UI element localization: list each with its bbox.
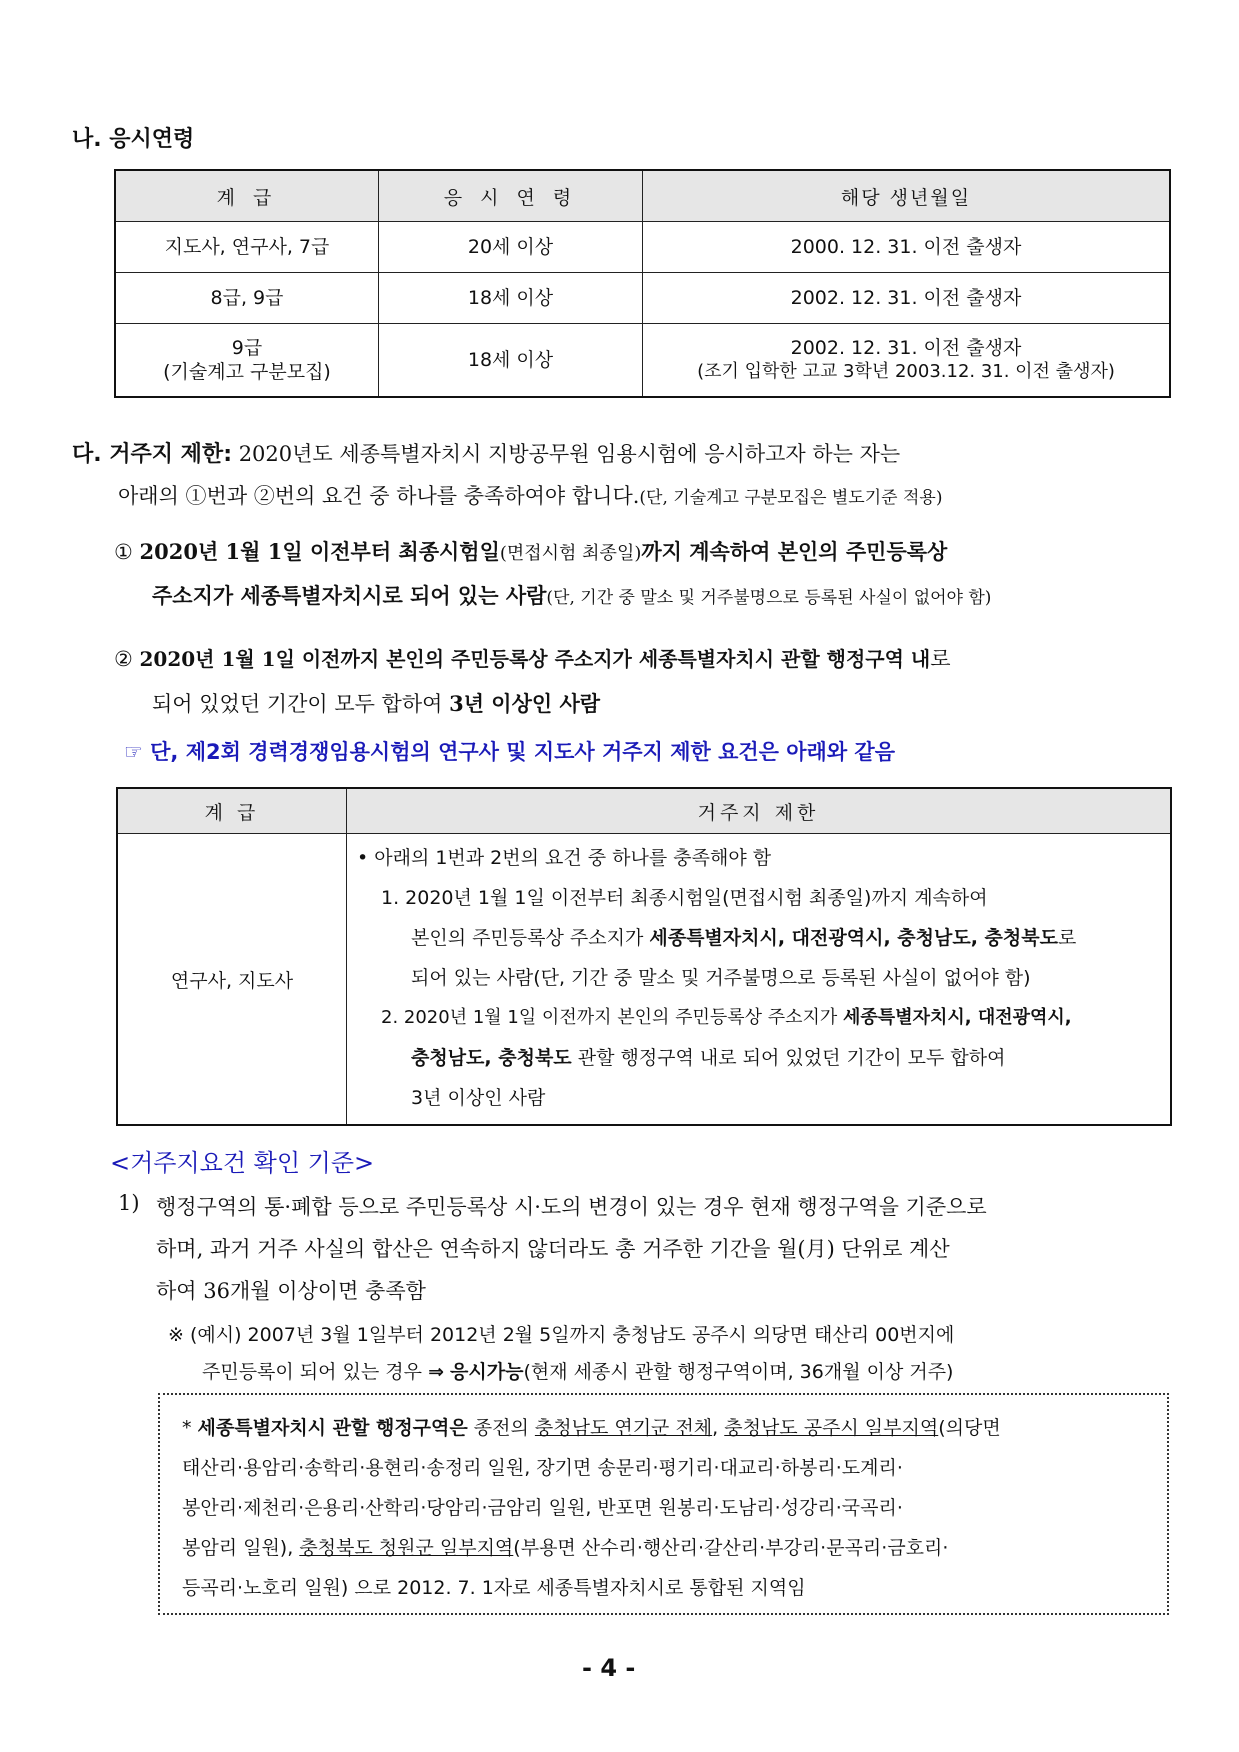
- condition-line: • 아래의 1번과 2번의 요건 중 하나를 충족해야 함: [357, 847, 772, 869]
- condition-line: 되어 있는 사람(단, 기간 중 말소 및 거주불명으로 등록된 사실이 없어야 함): [411, 967, 1031, 989]
- notice-researcher: ☞ 단, 제2회 경력경쟁임용시험의 연구사 및 지도사 거주지 제한 요건은 아래와 같음: [124, 740, 895, 764]
- box-underline: 충청남도 공주시 일부지역: [724, 1417, 939, 1439]
- condition-bold: 세종특별자치시, 대전광역시, 충청남도, 충청북도: [649, 927, 1058, 949]
- cell-age: 20세 이상: [379, 222, 643, 273]
- header-birth: 해당 생년월일: [643, 170, 1171, 222]
- box-text: (의당면: [938, 1417, 1001, 1439]
- sejong-area-note-box: [158, 1393, 1169, 1615]
- condition-text: 로: [1057, 927, 1077, 949]
- page-number: - 4 -: [582, 1654, 636, 1682]
- cell-age: 18세 이상: [379, 273, 643, 324]
- table-header-row: [115, 170, 1170, 222]
- table-header-row: [117, 788, 1171, 834]
- requirement-1-line2: [152, 580, 991, 610]
- criteria-title: <거주지요건 확인 기준>: [110, 1149, 375, 1177]
- table-row: [117, 834, 1171, 1126]
- box-line: [182, 1533, 948, 1560]
- table-row: [115, 273, 1170, 324]
- example-line2: [202, 1357, 953, 1384]
- requirement-1-line1: [114, 536, 947, 566]
- requirement-2-line1: [114, 643, 951, 673]
- age-table: [114, 169, 1171, 398]
- cell-birth: [643, 324, 1171, 398]
- condition-line: [357, 918, 1164, 958]
- box-underline: 충청북도 청원군 일부지역: [299, 1537, 514, 1559]
- condition-line: 1. 2020년 1월 1일 이전부터 최종시험일(면접시험 최종일)까지 계속하여: [381, 887, 988, 909]
- requirement-1-paren: (면접시험 최종일): [499, 543, 642, 564]
- cell-grade: 지도사, 연구사, 7급: [115, 222, 379, 273]
- table-row: [115, 324, 1170, 398]
- cell-birth: 2000. 12. 31. 이전 출생자: [643, 222, 1171, 273]
- condition-line: 3년 이상인 사람: [411, 1087, 546, 1109]
- requirement-1-bold: 2020년 1월 1일 이전부터 최종시험일: [139, 539, 500, 564]
- residence-intro-note: (단, 기술계고 구분모집은 별도기준 적용): [639, 488, 943, 508]
- box-star: *: [182, 1417, 192, 1439]
- cell-grade: 8급, 9급: [115, 273, 379, 324]
- residence-intro-line1: [72, 437, 900, 468]
- section-title-age: 나. 응시연령: [72, 127, 195, 152]
- cell-age: 18세 이상: [379, 324, 643, 398]
- box-text: 종전의: [467, 1417, 535, 1439]
- table-row: [115, 222, 1170, 273]
- box-line: 봉안리·제천리·은용리·산학리·당암리·금암리 일원, 반포면 원봉리·도남리·성강리·국곡리·: [182, 1497, 903, 1519]
- requirement-2-bold2: 3년 이상인 사람: [449, 691, 601, 716]
- criteria-line: 하여 36개월 이상이면 충족함: [156, 1279, 426, 1303]
- residence-intro-line2: [118, 480, 942, 510]
- criteria-line: 행정구역의 통·폐합 등으로 주민등록상 시·도의 변경이 있는 경우 현재 행정구역을 기준으로: [156, 1195, 987, 1219]
- condition-bold: 세종특별자치시, 대전광역시,: [843, 1007, 1072, 1028]
- example-text: 주민등록이 되어 있는 경우: [202, 1361, 429, 1383]
- cell-birth: 2002. 12. 31. 이전 출생자: [643, 273, 1171, 324]
- cell-grade: 연구사, 지도사: [117, 834, 347, 1126]
- example-line1: ※ (예시) 2007년 3월 1일부터 2012년 2월 5일까지 충청남도 공주시 의당면 태산리 00번지에: [168, 1324, 955, 1346]
- box-line: 등곡리·노호리 일원) 으로 2012. 7. 1자로 세종특별자치시로 통합된 지역임: [182, 1577, 806, 1599]
- requirement-2-tail: 로: [930, 647, 951, 671]
- box-line: [182, 1413, 1001, 1440]
- criteria-number: 1): [118, 1191, 140, 1215]
- header-grade: 계 급: [115, 170, 379, 222]
- birth-line: (조기 입학한 고교 3학년 2003.12. 31. 이전 출생자): [697, 361, 1115, 382]
- requirement-2-line2: [152, 688, 600, 718]
- header-residence: 거주지 제한: [347, 788, 1172, 834]
- residence-table: [116, 787, 1172, 1126]
- cell-residence-condition: [347, 834, 1172, 1126]
- grade-line: (기술계고 구분모집): [163, 361, 331, 383]
- example-note: (현재 세종시 관할 행정구역이며, 36개월 이상 거주): [523, 1361, 954, 1383]
- birth-line: 2002. 12. 31. 이전 출생자: [790, 337, 1022, 359]
- example-bold: 응시가능: [450, 1361, 524, 1383]
- requirement-1-number: ①: [114, 540, 133, 564]
- condition-text: 2. 2020년 1월 1일 이전까지 본인의 주민등록상 주소지가: [381, 1007, 844, 1028]
- box-line: 태산리·용암리·송학리·용현리·송정리 일원, 장기면 송문리·평기리·대교리·하봉리·도계리·: [182, 1457, 903, 1479]
- requirement-2-main: 되어 있었던 기간이 모두 합하여: [152, 692, 450, 716]
- arrow-right-icon: ⇒: [428, 1361, 444, 1383]
- section-title-residence: 다. 거주지 제한:: [72, 442, 232, 467]
- requirement-1-bold3: 주소지가 세종특별자치시로 되어 있는 사람: [152, 583, 547, 608]
- box-text: (부용면 산수리·행산리·갈산리·부강리·문곡리·금호리·: [513, 1537, 949, 1559]
- residence-intro-main: 아래의 ①번과 ②번의 요건 중 하나를 충족하여야 합니다.: [118, 484, 640, 508]
- header-age: 응 시 연 령: [379, 170, 643, 222]
- requirement-1-note: (단, 기간 중 말소 및 거주불명으로 등록된 사실이 없어야 함): [546, 588, 992, 608]
- box-text: 봉암리 일원),: [182, 1537, 300, 1559]
- box-underline: 충청남도 연기군 전체: [534, 1417, 713, 1439]
- requirement-2-bold: 2020년 1월 1일 이전까지 본인의 주민등록상 주소지가 세종특별자치시 관할 행정구역 내: [139, 647, 931, 671]
- residence-intro-text: 2020년도 세종특별자치시 지방공무원 임용시험에 응시하고자 하는 자는: [238, 442, 901, 466]
- box-bold: 세종특별자치시 관할 행정구역은: [197, 1417, 468, 1439]
- condition-text: 관할 행정구역 내로 되어 있었던 기간이 모두 합하여: [571, 1047, 1006, 1069]
- condition-text: 본인의 주민등록상 주소지가: [411, 927, 650, 949]
- requirement-2-number: ②: [114, 647, 133, 671]
- cell-grade: [115, 324, 379, 398]
- condition-line: [357, 998, 1164, 1038]
- grade-line: 9급: [231, 337, 263, 359]
- condition-bold: 충청남도, 충청북도: [411, 1047, 572, 1069]
- header-grade: 계 급: [117, 788, 347, 834]
- requirement-1-bold2: 까지 계속하여 본인의 주민등록상: [641, 539, 948, 564]
- condition-line: [357, 1038, 1164, 1078]
- box-text: ,: [712, 1417, 725, 1439]
- criteria-line: 하며, 과거 거주 사실의 합산은 연속하지 않더라도 총 거주한 기간을 월(月) 단위로 계산: [156, 1237, 950, 1261]
